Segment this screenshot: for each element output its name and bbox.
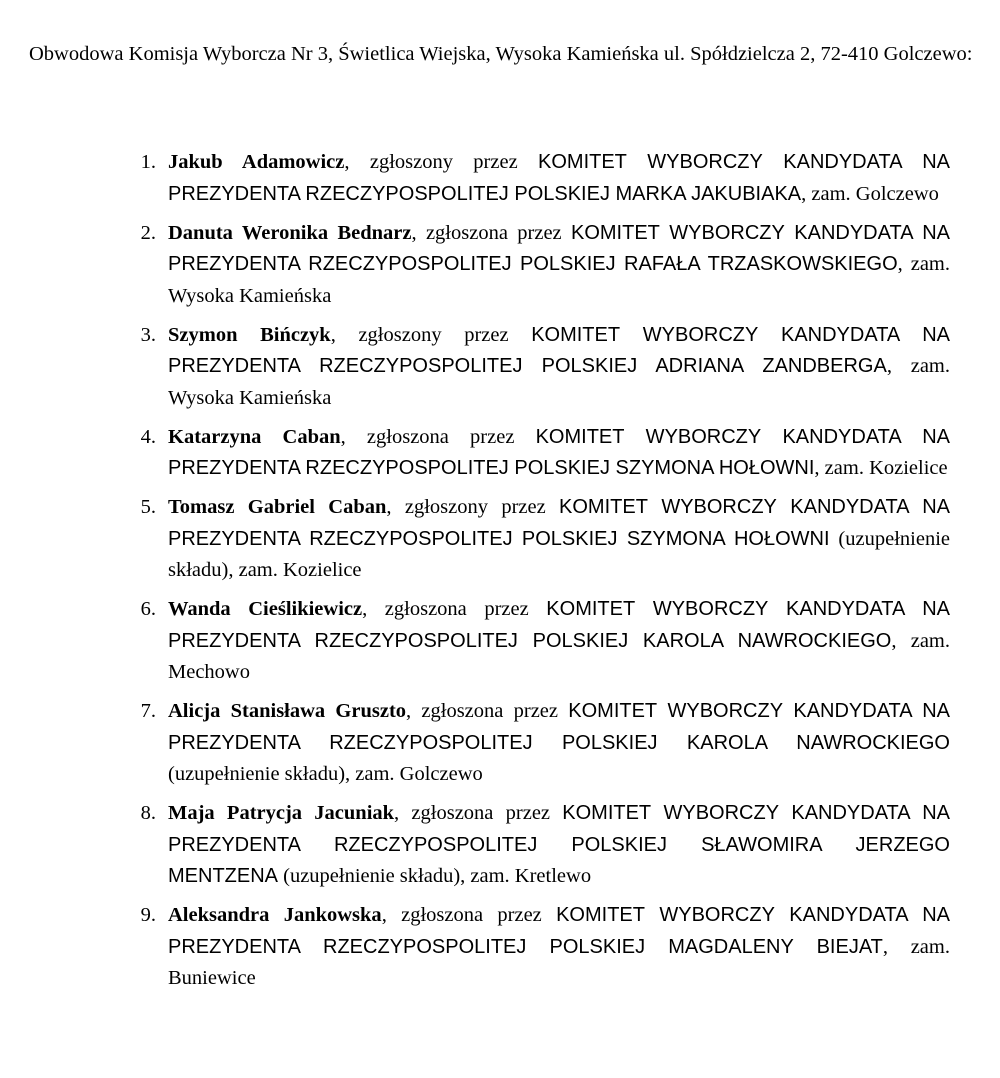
residence-text: , zam. Wysoka Kamieńska xyxy=(168,253,950,307)
list-item xyxy=(120,492,950,587)
committee-name: KOMITET WYBORCZY KANDYDATA NA PREZYDENTA RZECZYPOSPOLITEJ POLSKIEJ KAROLA NAWROCKIEGO xyxy=(168,700,950,754)
residence-text: , zam. Kozielice xyxy=(814,457,948,479)
nomination-text: , zgłoszony przez xyxy=(386,496,560,518)
nomination-text: , zgłoszona przez xyxy=(340,425,536,448)
member-name: Katarzyna Caban xyxy=(168,425,341,448)
committee-name: KOMITET WYBORCZY KANDYDATA NA PREZYDENTA RZECZYPOSPOLITEJ POLSKIEJ SZYMONA HOŁOWNI xyxy=(168,425,951,479)
member-list xyxy=(120,147,950,1002)
item-text xyxy=(168,422,950,485)
committee-name: KOMITET WYBORCZY KANDYDATA NA PREZYDENTA RZECZYPOSPOLITEJ POLSKIEJ RAFAŁA TRZASKOWSKIEGO xyxy=(168,221,951,275)
item-number: 2. xyxy=(140,221,156,244)
residence-text: (uzupełnienie składu), zam. Golczewo xyxy=(168,763,483,785)
committee-name: KOMITET WYBORCZY KANDYDATA NA PREZYDENTA RZECZYPOSPOLITEJ POLSKIEJ KAROLA NAWROCKIEGO xyxy=(168,598,950,652)
member-name: Szymon Bińczyk xyxy=(168,323,331,346)
residence-text: , zam. Mechowo xyxy=(168,629,950,683)
item-number: 9. xyxy=(140,904,156,926)
committee-name: KOMITET WYBORCZY KANDYDATA NA PREZYDENTA RZECZYPOSPOLITEJ POLSKIEJ SZYMONA HOŁOWNI xyxy=(168,496,950,550)
list-item xyxy=(120,900,950,995)
item-number: 6. xyxy=(140,598,156,620)
item-number: 7. xyxy=(140,700,156,722)
nomination-text: , zgłoszona przez xyxy=(381,904,557,926)
item-text xyxy=(168,900,950,995)
residence-text: (uzupełnienie składu), zam. Kretlewo xyxy=(278,865,592,887)
item-text xyxy=(168,218,950,313)
list-item xyxy=(120,798,950,893)
item-text xyxy=(168,594,950,689)
list-item xyxy=(120,696,950,791)
committee-name: KOMITET WYBORCZY KANDYDATA NA PREZYDENTA RZECZYPOSPOLITEJ POLSKIEJ MAGDALENY BIEJAT xyxy=(168,904,950,958)
nomination-text: , zgłoszony przez xyxy=(330,323,532,346)
list-item xyxy=(120,320,950,415)
residence-text: , zam. Wysoka Kamieńska xyxy=(168,355,950,409)
list-item xyxy=(120,594,950,689)
item-text xyxy=(168,492,950,587)
residence-text: , zam. Golczewo xyxy=(801,182,939,205)
list-item xyxy=(120,218,950,313)
nomination-text: , zgłoszona przez xyxy=(411,221,571,244)
member-name: Alicja Stanisława Gruszto xyxy=(168,700,407,722)
nomination-text: , zgłoszony przez xyxy=(344,151,539,173)
item-text xyxy=(168,147,950,210)
member-name: Tomasz Gabriel Caban xyxy=(168,496,387,518)
item-number: 8. xyxy=(140,802,156,824)
residence-text: , zam. Buniewice xyxy=(168,935,950,989)
list-item xyxy=(120,147,950,210)
member-name: Wanda Cieślikiewicz xyxy=(168,598,363,620)
member-name: Jakub Adamowicz xyxy=(168,151,345,173)
residence-text: (uzupełnienie składu), zam. Kozielice xyxy=(168,527,950,581)
nomination-text: , zgłoszona przez xyxy=(362,598,547,620)
member-name: Aleksandra Jankowska xyxy=(168,904,382,926)
item-text xyxy=(168,320,950,415)
committee-name: KOMITET WYBORCZY KANDYDATA NA PREZYDENTA RZECZYPOSPOLITEJ POLSKIEJ ADRIANA ZANDBERGA xyxy=(168,323,950,377)
item-text xyxy=(168,798,950,893)
item-number: 5. xyxy=(140,496,156,518)
member-name: Maja Patrycja Jacuniak xyxy=(168,802,395,824)
item-number: 3. xyxy=(140,323,156,346)
item-text xyxy=(168,696,950,791)
committee-name: KOMITET WYBORCZY KANDYDATA NA PREZYDENTA RZECZYPOSPOLITEJ POLSKIEJ SŁAWOMIRA JERZEGO MENTZENA xyxy=(168,802,950,887)
nomination-text: , zgłoszona przez xyxy=(394,802,563,824)
nomination-text: , zgłoszona przez xyxy=(406,700,569,722)
item-number: 1. xyxy=(140,151,156,173)
commission-header: Obwodowa Komisja Wyborcza Nr 3, Świetlica Wiejska, Wysoka Kamieńska ul. Spółdzielcza 2, 72-410 Golczewo: xyxy=(29,43,973,65)
member-name: Danuta Weronika Bednarz xyxy=(168,221,412,244)
item-number: 4. xyxy=(140,425,156,448)
list-item xyxy=(120,422,950,485)
committee-name: KOMITET WYBORCZY KANDYDATA NA PREZYDENTA RZECZYPOSPOLITEJ POLSKIEJ MARKA JAKUBIAKA xyxy=(168,151,950,205)
